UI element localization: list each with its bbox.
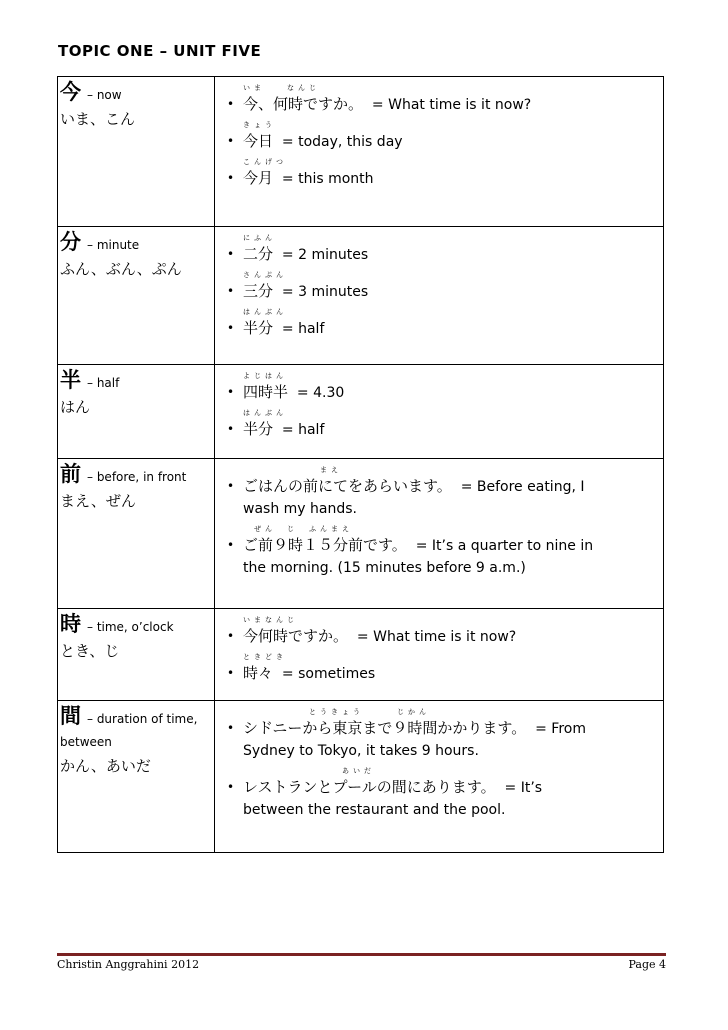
japanese-sentence: ごはんの前にてをあらいます。 bbox=[243, 477, 452, 495]
list-item bbox=[227, 766, 653, 821]
kanji-cell bbox=[58, 459, 215, 609]
english-translation: = It’s a quarter to nine in bbox=[415, 538, 594, 554]
examples-cell bbox=[215, 701, 664, 853]
japanese-sentence: 半分 bbox=[243, 420, 274, 438]
kanji-cell bbox=[58, 227, 215, 365]
list-item bbox=[227, 408, 653, 441]
kanji-reading: ふん、ぶん、ぷん bbox=[60, 260, 182, 278]
furigana: • はんぶん bbox=[243, 308, 287, 316]
list-item bbox=[227, 652, 653, 685]
japanese-sentence: 半分 bbox=[243, 319, 274, 337]
kanji-character: 間 bbox=[60, 703, 81, 728]
japanese-sentence: レストランとプールの間にあります。 bbox=[243, 778, 496, 796]
list-item bbox=[227, 615, 653, 648]
japanese-sentence: ご前９時１５分前です。 bbox=[243, 536, 407, 554]
english-translation: = today, this day bbox=[281, 134, 403, 150]
kanji-meaning: – duration of time, between bbox=[60, 712, 198, 749]
kanji-reading: まえ、ぜん bbox=[60, 492, 136, 510]
english-translation-continued: wash my hands. bbox=[243, 501, 357, 517]
japanese-sentence: 今月 bbox=[243, 169, 274, 187]
furigana: • とうきょう じかん bbox=[243, 708, 430, 716]
furigana: • まえ bbox=[243, 466, 342, 474]
table-row bbox=[58, 701, 664, 853]
examples-cell bbox=[215, 459, 664, 609]
japanese-sentence: シドニーから東京まで９時間かかります。 bbox=[243, 719, 527, 737]
table-row bbox=[58, 227, 664, 365]
furigana: • いま なんじ bbox=[243, 84, 320, 92]
furigana: • にふん bbox=[243, 234, 276, 242]
english-translation: = 2 minutes bbox=[281, 247, 369, 263]
english-translation: = this month bbox=[281, 171, 374, 187]
english-translation: = It’s bbox=[504, 780, 543, 796]
furigana: • さんぷん bbox=[243, 271, 287, 279]
kanji-cell bbox=[58, 701, 215, 853]
kanji-reading: いま、こん bbox=[60, 110, 136, 128]
kanji-reading: かん、あいだ bbox=[60, 757, 151, 775]
japanese-sentence: 今何時ですか。 bbox=[243, 627, 349, 645]
furigana: • よじはん bbox=[243, 372, 287, 380]
list-item bbox=[227, 524, 653, 579]
table-row bbox=[58, 459, 664, 609]
japanese-sentence: 時々 bbox=[243, 664, 274, 682]
list-item bbox=[227, 707, 653, 762]
kanji-meaning: – time, o’clock bbox=[87, 620, 174, 634]
english-translation: = half bbox=[281, 321, 325, 337]
furigana: • きょう bbox=[243, 121, 276, 129]
furigana: • ぜん じ ふんまえ bbox=[243, 525, 353, 533]
list-item bbox=[227, 120, 653, 153]
kanji-meaning: – before, in front bbox=[87, 470, 187, 484]
english-translation: = half bbox=[281, 422, 325, 438]
furigana: • こんげつ bbox=[243, 158, 287, 166]
footer-rule bbox=[57, 953, 666, 956]
kanji-character: 前 bbox=[60, 461, 81, 486]
kanji-cell bbox=[58, 77, 215, 227]
examples-cell bbox=[215, 609, 664, 701]
table-row bbox=[58, 609, 664, 701]
furigana: • あいだ bbox=[243, 767, 375, 775]
english-translation: = sometimes bbox=[281, 666, 376, 682]
furigana: • ときどき bbox=[243, 653, 287, 661]
kanji-meaning: – minute bbox=[87, 238, 140, 252]
kanji-character: 今 bbox=[60, 79, 81, 104]
kanji-character: 分 bbox=[60, 229, 81, 254]
english-translation: = What time is it now? bbox=[356, 629, 517, 645]
examples-cell bbox=[215, 227, 664, 365]
english-translation-continued: Sydney to Tokyo, it takes 9 hours. bbox=[243, 743, 479, 759]
furigana: • いまなんじ bbox=[243, 616, 298, 624]
kanji-meaning: – now bbox=[87, 88, 122, 102]
english-translation: = 4.30 bbox=[296, 385, 345, 401]
japanese-sentence: 三分 bbox=[243, 282, 274, 300]
kanji-reading: はん bbox=[60, 398, 91, 416]
english-translation: = Before eating, I bbox=[460, 479, 585, 495]
list-item bbox=[227, 465, 653, 520]
english-translation: = 3 minutes bbox=[281, 284, 369, 300]
english-translation-continued: the morning. (15 minutes before 9 a.m.) bbox=[243, 560, 526, 576]
japanese-sentence: 二分 bbox=[243, 245, 274, 263]
furigana: • はんぶん bbox=[243, 409, 287, 417]
english-translation-continued: between the restaurant and the pool. bbox=[243, 802, 506, 818]
japanese-sentence: 今、何時ですか。 bbox=[243, 95, 364, 113]
footer-author: Christin Anggrahini 2012 bbox=[57, 958, 200, 971]
kanji-cell bbox=[58, 365, 215, 459]
kanji-character: 半 bbox=[60, 367, 81, 392]
english-translation: = From bbox=[535, 721, 586, 737]
table-row bbox=[58, 77, 664, 227]
japanese-sentence: 今日 bbox=[243, 132, 274, 150]
list-item bbox=[227, 83, 653, 116]
list-item bbox=[227, 270, 653, 303]
kanji-character: 時 bbox=[60, 611, 81, 636]
list-item bbox=[227, 157, 653, 190]
examples-cell bbox=[215, 365, 664, 459]
list-item bbox=[227, 307, 653, 340]
japanese-sentence: 四時半 bbox=[243, 383, 289, 401]
list-item bbox=[227, 233, 653, 266]
page-title: TOPIC ONE – UNIT FIVE bbox=[58, 42, 262, 60]
english-translation: = What time is it now? bbox=[371, 97, 532, 113]
footer-page-number: Page 4 bbox=[628, 958, 666, 971]
kanji-table bbox=[57, 76, 664, 853]
kanji-reading: とき、じ bbox=[60, 642, 120, 660]
examples-cell bbox=[215, 77, 664, 227]
list-item bbox=[227, 371, 653, 404]
kanji-meaning: – half bbox=[87, 376, 120, 390]
table-row bbox=[58, 365, 664, 459]
kanji-cell bbox=[58, 609, 215, 701]
